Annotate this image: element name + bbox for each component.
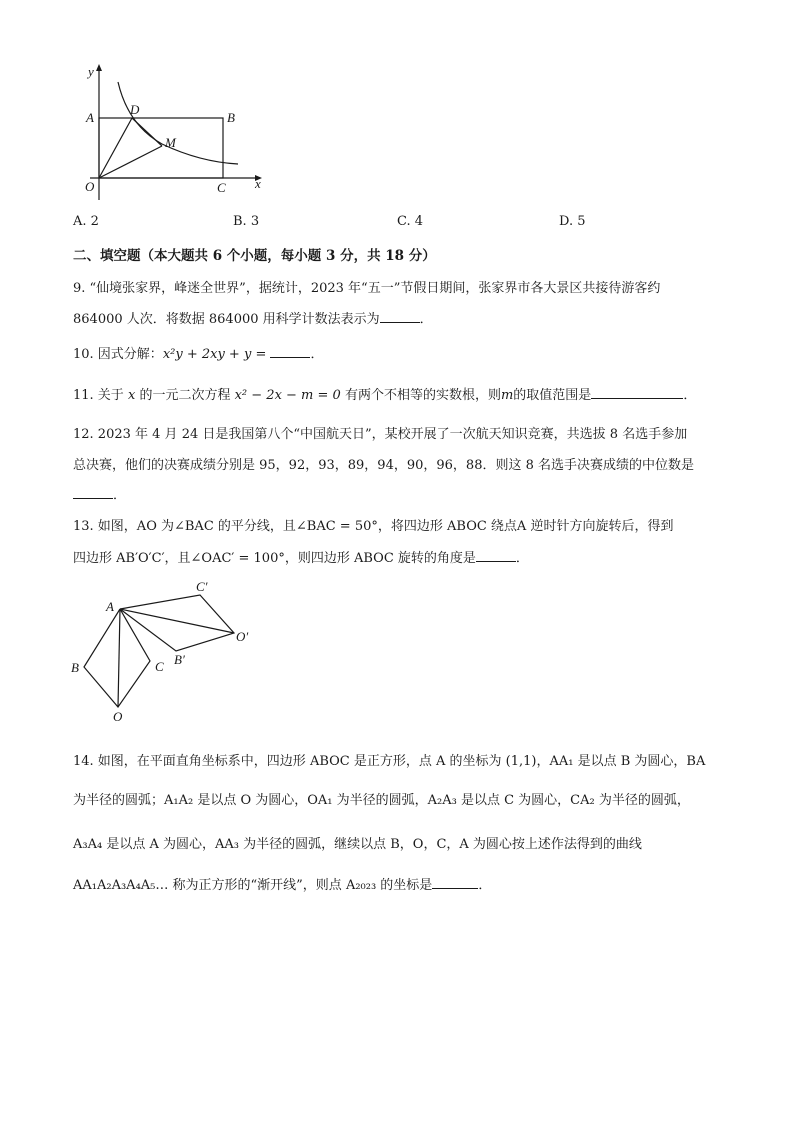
q10-prefix: 10. 因式分解：	[73, 347, 163, 362]
line-dm	[132, 118, 162, 146]
q14-line3: A₃A₄ 是以点 A 为圆心，AA₃ 为半径的圆弧，继续以点 B，O，C，A 为圆心按上述作法得到的曲线	[73, 837, 642, 852]
label-o: O	[85, 179, 95, 194]
q13-line2-text: 四边形 AB′O′C′，且∠OAC′ = 100°，则四边形 ABOC 旋转的角度是	[73, 551, 476, 566]
q9-end: ．	[419, 312, 433, 327]
quad-ab2o2c2	[120, 595, 234, 651]
q13-line1: 13. 如图，AO 为∠BAC 的平分线，且∠BAC = 50°，将四边形 ABOC 绕点A 逆时针方向旋转后，得到	[73, 519, 674, 534]
label-y: y	[88, 64, 94, 79]
q12-blank[interactable]	[73, 486, 113, 499]
q8-option-a[interactable]: A. 2	[73, 214, 99, 229]
label-b-prime: B′	[174, 652, 185, 667]
q13-line2	[73, 547, 529, 566]
q10	[73, 343, 324, 362]
q8-figure	[70, 60, 280, 205]
q12-line1: 12. 2023 年 4 月 24 日是我国第八个“中国航天日”，某校开展了一次航天知识竞赛，共选拔 8 名选手参加	[73, 427, 688, 442]
q8-option-c[interactable]: C. 4	[397, 214, 424, 229]
q13-end: ．	[515, 551, 529, 566]
q14-line4	[73, 874, 491, 893]
label-c2: C	[155, 659, 164, 674]
q9-line1: 9. “仙境张家界，峰迷全世界”，据统计，2023 年“五一”节假日期间，张家界市各大景区共接待游客约	[73, 281, 661, 296]
label-m: M	[165, 135, 176, 150]
label-c: C	[217, 180, 226, 195]
label-o-prime: O′	[236, 629, 249, 644]
q12-end: ．	[113, 488, 127, 503]
q13-blank[interactable]	[476, 549, 516, 562]
q11-mid: 的一元二次方程	[139, 388, 231, 403]
label-d: D	[130, 102, 140, 117]
q8-option-d[interactable]: D. 5	[559, 214, 586, 229]
label-x: x	[255, 176, 261, 191]
q9-blank[interactable]	[380, 310, 420, 323]
q9-line2-text: 864000 人次．将数据 864000 用科学计数法表示为	[73, 312, 380, 327]
q14-end: ．	[478, 878, 492, 893]
y-axis-arrow	[96, 64, 102, 71]
label-o2: O	[113, 709, 123, 724]
q8-option-b[interactable]: B. 3	[233, 214, 260, 229]
q11-mid2: 有两个不相等的实数根，则	[344, 388, 501, 403]
q14-line1: 14. 如图，在平面直角坐标系中，四边形 ABOC 是正方形，点 A 的坐标为 (1,1)，AA₁ 是以点 B 为圆心，BA	[73, 754, 706, 769]
q12-line3	[73, 484, 126, 503]
q11-eq: x² − 2x − m = 0	[234, 388, 341, 403]
q11-var2: m	[500, 388, 514, 403]
q9-line2	[73, 308, 433, 327]
q10-blank[interactable]	[270, 345, 310, 358]
section-title: 二、填空题（本大题共 6 个小题，每小题 3 分，共 18 分）	[73, 248, 436, 264]
q14-blank[interactable]	[432, 876, 478, 889]
q11-end: ．	[683, 388, 697, 403]
q11-blank[interactable]	[591, 386, 683, 399]
hyperbola-curve	[118, 82, 238, 164]
label-b: B	[227, 110, 235, 125]
q12-line2: 总决赛，他们的决赛成绩分别是 95，92，93，89，94，90，96，88．则这 8 名选手决赛成绩的中位数是	[73, 458, 695, 473]
q11-mid3: 的取值范围是	[513, 388, 592, 403]
label-c-prime: C′	[196, 579, 208, 594]
q14-line2: 为半径的圆弧；A₁A₂ 是以点 O 为圆心，OA₁ 为半径的圆弧，A₂A₃ 是以点 C 为圆心，CA₂ 为半径的圆弧，	[73, 793, 690, 808]
q11-var: x	[127, 388, 136, 403]
q14-line4-text: AA₁A₂A₃A₄A₅… 称为正方形的“渐开线”，则点 A₂₀₂₃ 的坐标是	[73, 878, 433, 893]
q10-expr: x²y + 2xy + y =	[162, 347, 267, 362]
line-ao2	[120, 609, 234, 633]
q13-figure	[66, 575, 276, 730]
label-a2: A	[106, 599, 114, 614]
label-a: A	[86, 110, 94, 125]
q11-prefix: 11. 关于	[73, 388, 124, 403]
label-b2: B	[71, 660, 79, 675]
q11	[73, 384, 696, 403]
line-ao	[118, 609, 120, 707]
q10-end: ．	[310, 347, 324, 362]
